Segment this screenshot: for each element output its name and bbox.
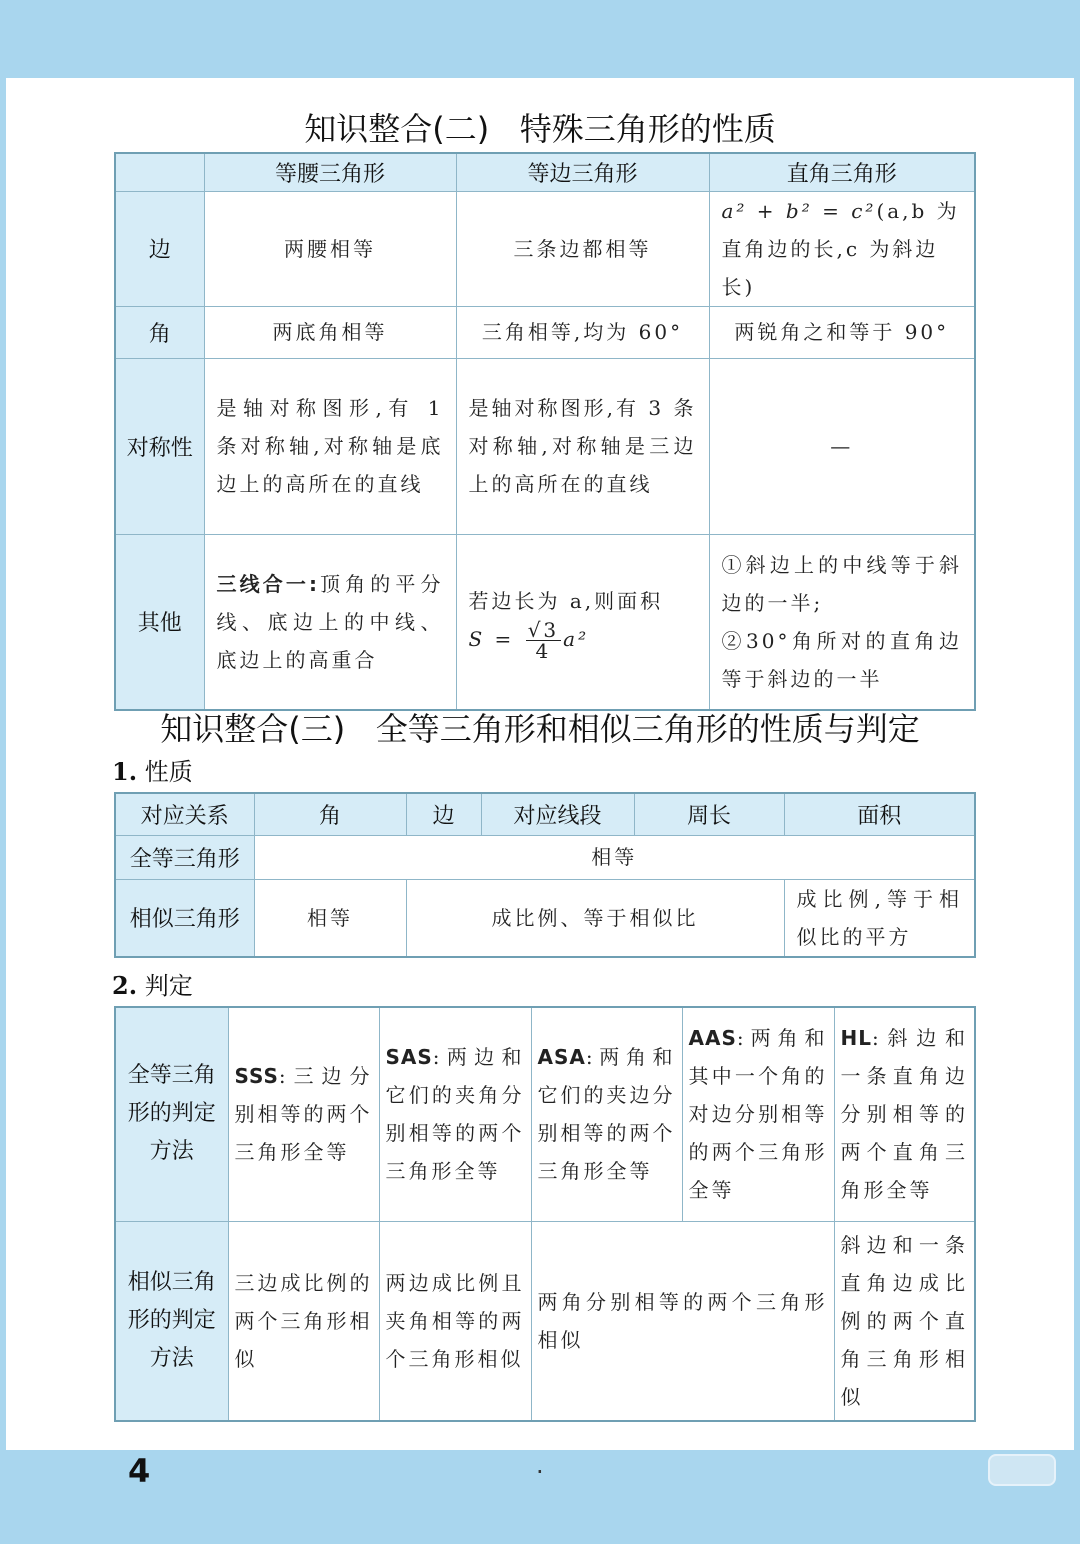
- prop-header-area: 面积: [784, 793, 975, 835]
- cell-side-right: [709, 191, 975, 306]
- cell-similar-area: 成比例,等于相似比的平方: [784, 879, 975, 957]
- judgement-table: [114, 1006, 976, 1422]
- cell-angle-equilateral: 三角相等,均为 60°: [456, 306, 709, 358]
- method-sas-text: :两边和它们的夹角分别相等的两个三角形全等: [385, 1045, 525, 1184]
- method-asa: [531, 1007, 682, 1221]
- cell-other-isosceles: [204, 534, 456, 710]
- method-hl-text: :斜边和一条直角边分别相等的两个直角三角形全等: [840, 1026, 968, 1203]
- fraction-denominator: 4: [535, 639, 552, 664]
- method-hl: [834, 1007, 975, 1221]
- method-sas: [379, 1007, 531, 1221]
- cell-other-right: [709, 534, 975, 710]
- prop-header-relation: 对应关系: [115, 793, 254, 835]
- watermark-badge-icon: [988, 1454, 1056, 1486]
- row-label-congruent-methods: 全等三角形的判定方法: [115, 1007, 228, 1221]
- three-lines-text: 顶角的平分线、底边上的中线、底边上的高重合: [216, 571, 444, 672]
- row-label-other: 其他: [115, 534, 204, 710]
- page-number: 4: [128, 1452, 151, 1490]
- method-asa-code: ASA: [537, 1045, 586, 1070]
- cell-side-isosceles: 两腰相等: [204, 191, 456, 306]
- similar-method-sss: 三边成比例的两个三角形相似: [228, 1221, 379, 1421]
- equilateral-area-formula: [468, 618, 697, 664]
- header-equilateral: 等边三角形: [456, 153, 709, 191]
- similar-method-hl: 斜边和一条直角边成比例的两个直角三角形相似: [834, 1221, 975, 1421]
- cell-angle-isosceles: 两底角相等: [204, 306, 456, 358]
- row-label-congruent: 全等三角形: [115, 835, 254, 879]
- prop-header-angle: 角: [254, 793, 406, 835]
- properties-heading: [112, 752, 193, 787]
- formula-fraction: [526, 618, 561, 664]
- header-isosceles: 等腰三角形: [204, 153, 456, 191]
- properties-table: [114, 792, 976, 958]
- cell-symmetry-right: —: [709, 358, 975, 534]
- method-sss: [228, 1007, 379, 1221]
- cell-other-equilateral: [456, 534, 709, 710]
- header-right: 直角三角形: [709, 153, 975, 191]
- fraction-numerator: √3: [527, 618, 560, 643]
- section-2-title: 知识整合(二) 特殊三角形的性质: [304, 110, 776, 148]
- right-property-2: ②30°角所对的直角边等于斜边的一半: [721, 628, 962, 691]
- row-label-side: 边: [115, 191, 204, 306]
- prop-header-side: 边: [406, 793, 481, 835]
- formula-a-squared: a²: [563, 627, 590, 652]
- prop-header-segment: 对应线段: [481, 793, 634, 835]
- cell-similar-ratio: 成比例、等于相似比: [406, 879, 784, 957]
- row-label-similar: 相似三角形: [115, 879, 254, 957]
- judgement-heading: [112, 966, 193, 1001]
- cell-similar-angle: 相等: [254, 879, 406, 957]
- table-corner: [115, 153, 204, 191]
- three-lines-label: 三线合一:: [216, 571, 318, 596]
- row-label-angle: 角: [115, 306, 204, 358]
- similar-method-aa: 两角分别相等的两个三角形相似: [531, 1221, 834, 1421]
- method-sas-code: SAS: [385, 1045, 433, 1070]
- pythagorean-note: (a,b 为直角边的长,c 为斜边长): [721, 198, 960, 299]
- cell-congruent-all: 相等: [254, 835, 975, 879]
- right-property-1: ①斜边上的中线等于斜边的一半;: [721, 552, 962, 615]
- method-aas-code: AAS: [688, 1026, 737, 1051]
- judgement-heading-num: 2.: [112, 971, 138, 1000]
- judgement-heading-text: 判定: [144, 972, 193, 1000]
- cell-side-equilateral: 三条边都相等: [456, 191, 709, 306]
- footer-dot: ·: [536, 1458, 544, 1486]
- similar-method-sas: 两边成比例且夹角相等的两个三角形相似: [379, 1221, 531, 1421]
- special-triangles-table: [114, 152, 976, 711]
- formula-lhs: S =: [468, 627, 515, 652]
- method-hl-code: HL: [840, 1026, 872, 1051]
- row-label-similar-methods: 相似三角形的判定方法: [115, 1221, 228, 1421]
- method-asa-text: :两角和它们的夹边分别相等的两个三角形全等: [537, 1045, 676, 1184]
- pythagorean-formula: a² + b² = c²: [721, 198, 877, 223]
- method-sss-text: :三边分别相等的两个三角形全等: [234, 1064, 373, 1165]
- cell-angle-right: 两锐角之和等于 90°: [709, 306, 975, 358]
- top-band: [0, 0, 1080, 78]
- method-aas-text: :两角和其中一个角的对边分别相等的两个三角形全等: [688, 1026, 828, 1203]
- equilateral-area-intro: 若边长为 a,则面积: [468, 589, 664, 614]
- row-label-symmetry: 对称性: [115, 358, 204, 534]
- method-sss-code: SSS: [234, 1064, 279, 1089]
- prop-header-perimeter: 周长: [634, 793, 784, 835]
- properties-heading-num: 1.: [112, 757, 138, 786]
- method-aas: [682, 1007, 834, 1221]
- section-3-title: 知识整合(三) 全等三角形和相似三角形的性质与判定: [160, 710, 920, 748]
- cell-symmetry-isosceles: 是轴对称图形,有 1 条对称轴,对称轴是底边上的高所在的直线: [204, 358, 456, 534]
- cell-symmetry-equilateral: 是轴对称图形,有 3 条对称轴,对称轴是三边上的高所在的直线: [456, 358, 709, 534]
- properties-heading-text: 性质: [144, 758, 193, 786]
